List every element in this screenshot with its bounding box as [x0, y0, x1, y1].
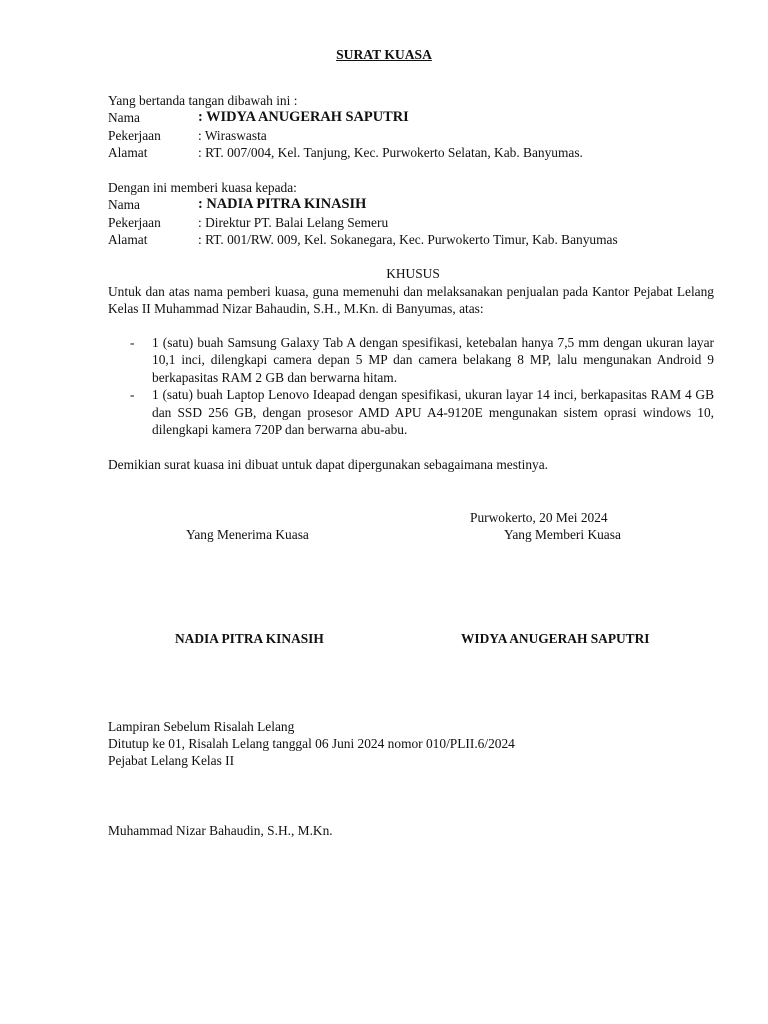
grantee-section: [108, 179, 716, 249]
giver-label: Yang Memberi Kuasa: [504, 527, 621, 542]
list-item-text: 1 (satu) buah Laptop Lenovo Ideapad dengan spesifikasi, ukuran layar 14 inci, berkapasitas RAM 4 GB dan SSD 256 GB, dengan prosesor AMD APU A4-9120E mengunakan sistem oprasi windows 10, dilengkapi kamera 720P dan berwarna abu-abu.: [152, 387, 714, 438]
receiver-name: NADIA PITRA KINASIH: [175, 631, 324, 646]
attachment-line: Pejabat Lelang Kelas II: [108, 753, 235, 768]
closing-statement: Demikian surat kuasa ini dibuat untuk dapat dipergunakan sebagaimana mestinya.: [108, 457, 549, 472]
field-label: Pekerjaan: [108, 214, 161, 230]
giver-name: WIDYA ANUGERAH SAPUTRI: [461, 631, 650, 646]
grantor-name: : WIDYA ANUGERAH SAPUTRI: [198, 109, 409, 126]
grantee-intro: Dengan ini memberi kuasa kepada:: [108, 180, 297, 195]
grantee-address-row: [108, 231, 716, 248]
grantor-intro: Yang bertanda tangan dibawah ini :: [108, 93, 298, 108]
grantee-job: : Direktur PT. Balai Lelang Semeru: [198, 214, 389, 230]
list-item-text: 1 (satu) buah Samsung Galaxy Tab A dengan spesifikasi, ketebalan hanya 7,5 mm dengan ukuran layar 10,1 inci, dilengkapi camera depan 5 MP dan camera belakang 8 MP, lalu mengunakan Android 9 berkapasitas RAM 2 GB dan berwarna hitam.: [152, 335, 714, 385]
grantee-address: : RT. 001/RW. 009, Kel. Sokanegara, Kec. Purwokerto Timur, Kab. Banyumas: [198, 232, 618, 248]
grantor-section: [108, 92, 716, 162]
grantee-name: : NADIA PITRA KINASIH: [198, 196, 367, 213]
field-label: Nama: [108, 110, 140, 126]
grantor-address: : RT. 007/004, Kel. Tanjung, Kec. Purwokerto Selatan, Kab. Banyumas.: [198, 145, 583, 161]
attachment-line: Lampiran Sebelum Risalah Lelang: [108, 719, 295, 734]
document-title: SURAT KUASA: [336, 47, 432, 62]
official-name: Muhammad Nizar Bahaudin, S.H., M.Kn.: [108, 823, 333, 838]
grantor-name-row: [108, 109, 716, 126]
field-label: Alamat: [108, 145, 148, 161]
field-label: Pekerjaan: [108, 127, 161, 143]
grantor-job-row: [108, 127, 716, 144]
field-label: Alamat: [108, 232, 148, 248]
place-date: Purwokerto, 20 Mei 2024: [470, 510, 608, 525]
list-item: [108, 334, 714, 386]
grantor-address-row: [108, 144, 716, 161]
receiver-label: Yang Menerima Kuasa: [186, 527, 309, 542]
purpose-paragraph: Untuk dan atas nama pemberi kuasa, guna memenuhi dan melaksanakan penjualan pada Kantor Pejabat Lelang Kelas II Muhammad Nizar Bahaudin, S.H., M.Kn. di Banyumas, atas:: [108, 284, 714, 317]
attachment-line: Ditutup ke 01, Risalah Lelang tanggal 06 Juni 2024 nomor 010/PLII.6/2024: [108, 736, 515, 751]
list-dash: -: [130, 387, 135, 403]
list-item: [108, 386, 714, 438]
item-list: [108, 334, 714, 438]
grantee-name-row: [108, 196, 716, 213]
field-label: Nama: [108, 197, 140, 213]
khusus-heading: KHUSUS: [386, 266, 440, 281]
list-dash: -: [130, 335, 135, 350]
grantor-job: : Wiraswasta: [198, 127, 267, 143]
grantee-job-row: [108, 214, 716, 231]
